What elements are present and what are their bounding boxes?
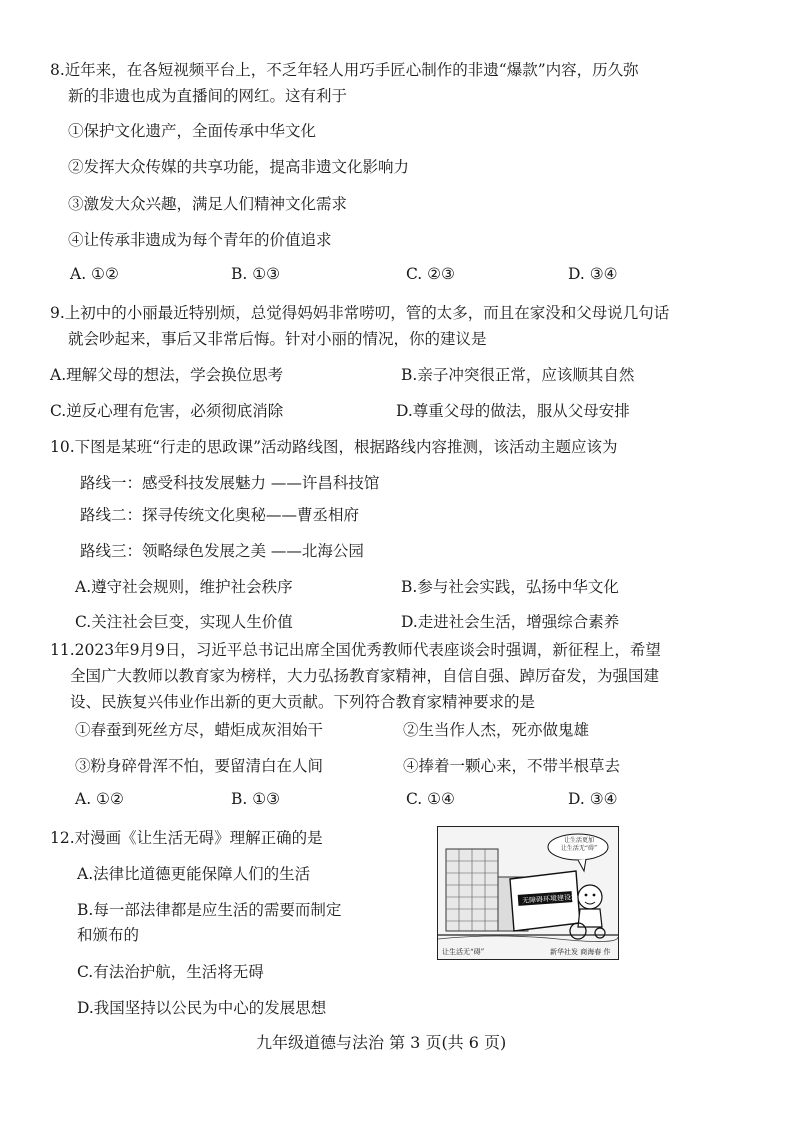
q8-item-4: ④让传承非遗成为每个青年的价值追求: [68, 231, 332, 249]
cartoon-illustration: [437, 826, 619, 960]
q9-option-c[interactable]: C.逆反心理有危害，必须彻底消除: [50, 402, 284, 420]
q10-option-c[interactable]: C.关注社会巨变，实现人生价值: [75, 613, 293, 631]
q12-option-a[interactable]: A.法律比道德更能保障人们的生活: [77, 865, 311, 883]
q10-option-a[interactable]: A.遵守社会规则，维护社会秩序: [75, 578, 293, 596]
q11-stem-line1: 11.2023年9月9日，习近平总书记出席全国优秀教师代表座谈会时强调，新征程上，希望: [50, 641, 661, 659]
q11-option-a[interactable]: A. ①②: [75, 790, 124, 808]
q8-item-1: ①保护文化遗产，全面传承中华文化: [68, 122, 317, 140]
q10-route-2: 路线二：探寻传统文化奥秘——曹丞相府: [80, 506, 360, 524]
q11-item-2: ②生当作人杰，死亦做鬼雄: [403, 721, 590, 739]
q10-route-1: 路线一：感受科技发展魅力 ——许昌科技馆: [80, 474, 380, 492]
q12-option-b[interactable]: B.每一部法律都是应生活的需要而制定: [77, 901, 342, 919]
q11-item-1: ①春蚕到死丝方尽，蜡炬成灰泪始干: [75, 721, 324, 739]
q12-option-b-cont: 和颁布的: [77, 926, 140, 944]
q8-stem-line2: 新的非遗也成为直播间的网红。这有利于: [68, 87, 348, 105]
q8-option-b[interactable]: B. ①③: [231, 265, 281, 283]
q10-stem: 10.下图是某班“行走的思政课”活动路线图，根据路线内容推测，该活动主题应该为: [50, 438, 618, 456]
cartoon-caption-left: 让生活无“碍”: [442, 948, 485, 956]
cartoon-bubble-text: 让生活更加 让生活无“碍”: [560, 837, 598, 852]
q10-option-b[interactable]: B.参与社会实践，弘扬中华文化: [401, 578, 619, 596]
q12-option-d[interactable]: D.我国坚持以公民为中心的发展思想: [77, 999, 327, 1017]
q9-stem-line1: 9.上初中的小丽最近特别烦，总觉得妈妈非常唠叨，管的太多，而且在家没和父母说几句话: [50, 304, 670, 322]
q12-option-c[interactable]: C.有法治护航，生活将无碍: [77, 963, 264, 981]
q9-stem-line2: 就会吵起来，事后又非常后悔。针对小丽的情况，你的建议是: [68, 330, 487, 348]
q11-item-4: ④捧着一颗心来，不带半根草去: [403, 757, 621, 775]
q10-option-d[interactable]: D.走进社会生活，增强综合素养: [401, 613, 620, 631]
q8-item-2: ②发挥大众传媒的共享功能，提高非遗文化影响力: [68, 158, 410, 176]
q11-option-b[interactable]: B. ①③: [231, 790, 281, 808]
q8-option-c[interactable]: C. ②③: [406, 265, 455, 283]
page-footer: 九年级道德与法治 第 3 页(共 6 页): [256, 1033, 507, 1052]
q11-stem-line3: 设、民族复兴伟业作出新的更大贡献。下列符合教育家精神要求的是: [70, 693, 536, 711]
q11-stem-line2: 全国广大教师以教育家为榜样，大力弘扬教育家精神，自信自强、踔厉奋发，为强国建: [70, 667, 660, 685]
q12-stem: 12.对漫画《让生活无碍》理解正确的是: [50, 829, 323, 847]
q8-stem-line1: 8.近年来，在各短视频平台上，不乏年轻人用巧手匠心制作的非遗“爆款”内容，历久弥: [50, 61, 639, 79]
q9-option-a[interactable]: A.理解父母的想法，学会换位思考: [50, 366, 284, 384]
q8-option-a[interactable]: A. ①②: [70, 265, 119, 283]
q11-option-c[interactable]: C. ①④: [406, 790, 455, 808]
q8-item-3: ③激发大众兴趣，满足人们精神文化需求: [68, 195, 348, 213]
q11-option-d[interactable]: D. ③④: [568, 790, 618, 808]
q8-option-d[interactable]: D. ③④: [568, 265, 618, 283]
q11-item-3: ③粉身碎骨浑不怕，要留清白在人间: [75, 757, 324, 775]
cartoon-sign-text: 无障碍环境建设法: [521, 893, 579, 905]
q9-option-d[interactable]: D.尊重父母的做法，服从父母安排: [396, 402, 630, 420]
q9-option-b[interactable]: B.亲子冲突很正常，应该顺其自然: [401, 366, 635, 384]
q10-route-3: 路线三：领略绿色发展之美 ——北海公园: [80, 542, 364, 560]
cartoon-caption-right: 新华社发 商海春 作: [550, 948, 611, 956]
